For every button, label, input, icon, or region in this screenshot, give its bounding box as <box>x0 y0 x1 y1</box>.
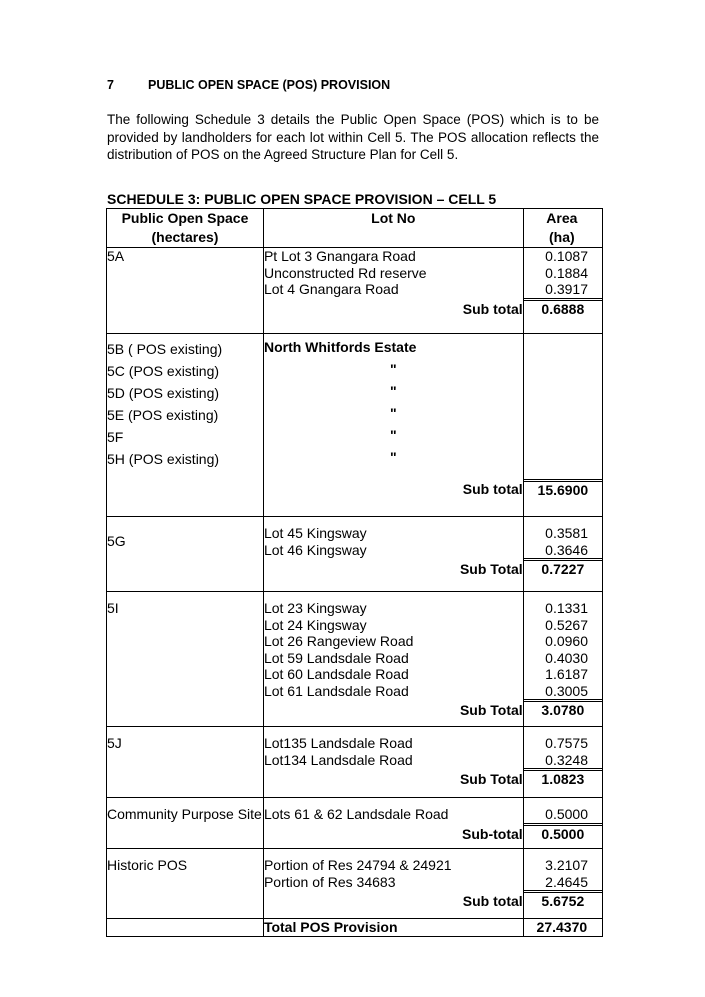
schedule-title: SCHEDULE 3: PUBLIC OPEN SPACE PROVISION – CELL 5 <box>107 191 497 207</box>
lot-cell <box>263 727 523 798</box>
lot-name: Portion of Res 24794 & 24921 <box>263 857 452 873</box>
pos-name: 5G <box>107 533 126 549</box>
ditto-mark: " <box>389 427 397 443</box>
lot-name: Lot 26 Rangeview Road <box>263 633 414 649</box>
total-value: 27.4370 <box>523 919 602 937</box>
subtotal-value: 0.6888 <box>524 298 602 318</box>
area-cell <box>523 592 602 727</box>
subtotal-label: Sub Total <box>459 702 523 718</box>
area-cell <box>523 334 602 517</box>
lot-name: Lot134 Landsdale Road <box>263 751 413 768</box>
area-value: 0.5267 <box>545 616 588 633</box>
subtotal-label: Sub-total <box>462 825 523 842</box>
table-row <box>107 334 603 517</box>
lot-name: Lot 46 Kingsway <box>263 541 367 558</box>
header-pos-line1: Public Open Space <box>121 210 249 226</box>
subtotal-label: Sub total <box>462 300 523 317</box>
lot-cell <box>263 798 523 849</box>
pos-name: 5H (POS existing) <box>107 451 220 467</box>
estate-name: North Whitfords Estate <box>263 339 417 355</box>
lot-name: Portion of Res 34683 <box>263 873 396 890</box>
pos-name: 5B ( POS existing) <box>107 341 223 357</box>
total-label: Total POS Provision <box>263 919 523 937</box>
ditto-mark: " <box>389 405 397 421</box>
pos-cell <box>107 849 264 919</box>
subtotal-value: 3.0780 <box>524 699 602 719</box>
pos-cell <box>107 517 264 592</box>
area-value: 0.3248 <box>545 751 588 768</box>
area-value: 0.3646 <box>545 541 588 558</box>
lot-name: Lot135 Landsdale Road <box>263 735 413 751</box>
area-cell <box>523 517 602 592</box>
lot-name: Lot 60 Landsdale Road <box>263 666 409 682</box>
ditto-mark: " <box>389 383 397 399</box>
pos-cell <box>107 798 264 849</box>
lot-name: Pt Lot 3 Gnangara Road <box>263 248 416 264</box>
area-value: 0.5000 <box>545 806 588 822</box>
pos-schedule-table <box>106 208 603 937</box>
lot-cell <box>263 248 523 334</box>
lot-cell <box>263 849 523 919</box>
lot-name: Lot 59 Landsdale Road <box>263 649 409 666</box>
header-lot-no: Lot No <box>263 209 523 248</box>
area-value: 0.4030 <box>545 649 588 666</box>
subtotal-value: 0.7227 <box>524 558 602 578</box>
lot-cell <box>263 334 523 517</box>
subtotal-value: 0.5000 <box>524 823 602 843</box>
total-row <box>107 919 603 937</box>
table-row <box>107 517 603 592</box>
header-area-line2: (ha) <box>549 229 575 245</box>
subtotal-label: Sub Total <box>459 771 523 787</box>
section-number: 7 <box>107 78 114 92</box>
lot-name: Lot 45 Kingsway <box>263 525 367 541</box>
pos-name: 5D (POS existing) <box>107 385 220 401</box>
section-title: PUBLIC OPEN SPACE (POS) PROVISION <box>148 78 391 92</box>
area-cell <box>523 798 602 849</box>
area-cell <box>523 248 602 334</box>
pos-name: 5I <box>107 600 119 616</box>
subtotal-value: 15.6900 <box>524 479 602 499</box>
subtotal-label: Sub Total <box>459 561 523 577</box>
area-value: 3.2107 <box>545 857 588 873</box>
header-area <box>523 209 602 248</box>
pos-name: Community Purpose Site <box>107 806 262 822</box>
pos-cell <box>107 334 264 517</box>
lot-name: Lots 61 & 62 Landsdale Road <box>263 806 449 822</box>
pos-name: 5E (POS existing) <box>107 407 219 423</box>
area-value: 1.6187 <box>545 666 588 682</box>
area-value: 2.4645 <box>545 873 588 890</box>
pos-name: Historic POS <box>107 857 188 873</box>
lot-cell <box>263 517 523 592</box>
pos-cell <box>107 727 264 798</box>
area-value: 0.1331 <box>545 600 588 616</box>
area-value: 0.7575 <box>545 735 588 751</box>
area-value: 0.1087 <box>545 248 588 264</box>
area-value: 0.0960 <box>545 633 588 649</box>
area-value: 0.3581 <box>545 525 588 541</box>
lot-name: Lot 61 Landsdale Road <box>263 682 409 699</box>
pos-cell: 5A <box>107 248 264 334</box>
table-row <box>107 248 603 334</box>
area-cell <box>523 849 602 919</box>
area-value: 0.3917 <box>545 281 588 297</box>
subtotal-label: Sub total <box>462 893 523 909</box>
header-area-line1: Area <box>546 210 578 226</box>
area-value: 0.3005 <box>545 682 588 699</box>
table-row <box>107 849 603 919</box>
pos-cell <box>107 592 264 727</box>
intro-paragraph: The following Schedule 3 details the Public Open Space (POS) which is to be provided by landholders for each lot within Cell 5. The POS allocation reflects the distribution of POS on the Agreed Structure Plan for Cell 5. <box>107 112 599 162</box>
lot-cell <box>263 592 523 727</box>
header-pos <box>107 209 264 248</box>
pos-name: 5F <box>107 429 124 445</box>
ditto-mark: " <box>389 361 397 377</box>
table-header-row <box>107 209 603 248</box>
lot-name: Lot 4 Gnangara Road <box>263 281 399 297</box>
area-cell <box>523 727 602 798</box>
lot-name: Lot 23 Kingsway <box>263 600 367 616</box>
section-heading <box>107 78 390 92</box>
area-value: 0.1884 <box>545 264 588 281</box>
lot-name: Unconstructed Rd reserve <box>263 264 427 281</box>
subtotal-value: 1.0823 <box>524 768 602 788</box>
table-row <box>107 798 603 849</box>
subtotal-value: 5.6752 <box>524 890 602 910</box>
pos-name: 5J <box>107 735 122 751</box>
pos-name: 5C (POS existing) <box>107 363 220 379</box>
total-empty-cell <box>107 919 264 937</box>
header-pos-line2: (hectares) <box>151 229 219 245</box>
subtotal-label: Sub total <box>462 481 523 497</box>
lot-name: Lot 24 Kingsway <box>263 616 367 633</box>
table-row <box>107 727 603 798</box>
ditto-mark: " <box>389 449 397 465</box>
table-row <box>107 592 603 727</box>
